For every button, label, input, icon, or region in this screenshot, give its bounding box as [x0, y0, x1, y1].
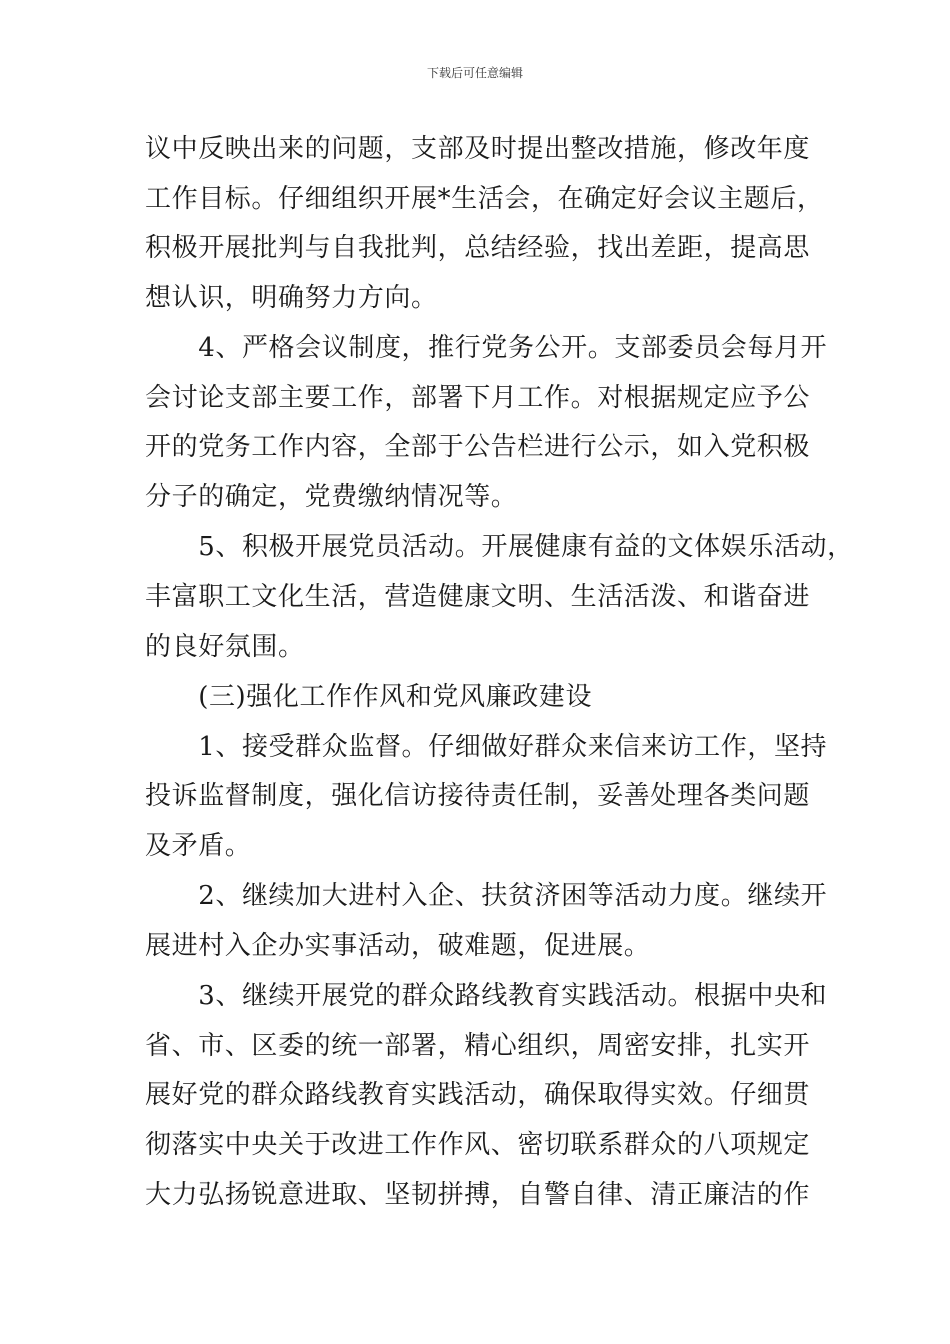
- text-line: 大力弘扬锐意进取、坚韧拼搏，自警自律、清正廉洁的作: [145, 1180, 811, 1210]
- text-line: 会讨论支部主要工作，部署下月工作。对根据规定应予公: [145, 383, 811, 413]
- text-line: 分子的确定，党费缴纳情况等。: [145, 482, 518, 512]
- text-line: 5、积极开展党员活动。开展健康有益的文体娱乐活动，: [145, 532, 854, 562]
- text-line: 积极开展批判与自我批判，总结经验，找出差距，提高思: [145, 233, 811, 263]
- text-line: 丰富职工文化生活，营造健康文明、生活活泼、和谐奋进: [145, 582, 811, 612]
- text-line: 2、继续加大进村入企、扶贫济困等活动力度。继续开: [145, 881, 828, 911]
- text-line: 省、市、区委的统一部署，精心组织，周密安排，扎实开: [145, 1031, 811, 1061]
- text-line: 想认识，明确努力方向。: [145, 283, 438, 313]
- page-header-note: 下载后可任意编辑: [426, 66, 523, 80]
- text-line: 工作目标。仔细组织开展*生活会，在确定好会议主题后，: [145, 184, 824, 214]
- text-line: 展好党的群众路线教育实践活动，确保取得实效。仔细贯: [145, 1080, 811, 1110]
- text-line: 1、接受群众监督。仔细做好群众来信来访工作，坚持: [145, 732, 828, 762]
- text-line: 及矛盾。: [145, 831, 252, 861]
- text-line: 彻落实中央关于改进工作作风、密切联系群众的八项规定: [145, 1130, 811, 1160]
- text-line: 3、继续开展党的群众路线教育实践活动。根据中央和: [145, 981, 828, 1011]
- text-line: 开的党务工作内容，全部于公告栏进行公示，如入党积极: [145, 432, 811, 462]
- text-line: 的良好氛围。: [145, 632, 305, 662]
- text-line: 4、严格会议制度，推行党务公开。支部委员会每月开: [145, 333, 828, 363]
- section-heading: (三)强化工作作风和党风廉政建设: [145, 682, 593, 712]
- text-line: 投诉监督制度，强化信访接待责任制，妥善处理各类问题: [145, 781, 811, 811]
- text-line: 议中反映出来的问题，支部及时提出整改措施，修改年度: [145, 134, 811, 164]
- text-line: 展进村入企办实事活动，破难题，促进展。: [145, 931, 651, 961]
